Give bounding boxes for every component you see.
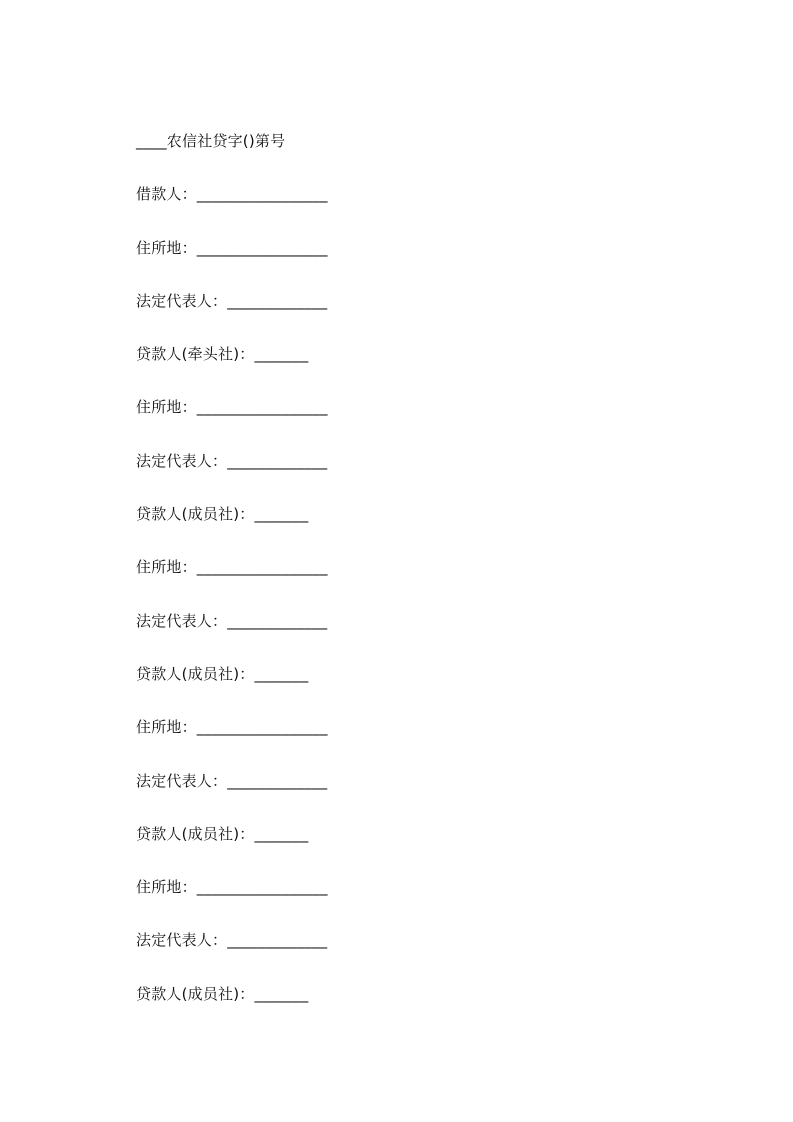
member-lender-3-field: 贷款人(成员社)：_______ <box>136 824 309 843</box>
borrower-address-field: 住所地：_________________ <box>136 238 328 257</box>
member-lender-1-line <box>136 501 696 554</box>
lead-lender-legal-rep-field: 法定代表人：_____________ <box>136 451 328 470</box>
member-lender-3-address-line <box>136 874 696 927</box>
member-lender-3-address-field: 住所地：_________________ <box>136 878 328 897</box>
lead-lender-line <box>136 341 696 394</box>
borrower-address-line <box>136 235 696 288</box>
member-lender-3-line <box>136 821 696 874</box>
lead-lender-address-line <box>136 394 696 447</box>
member-lender-4-field: 贷款人(成员社)：_______ <box>136 984 309 1003</box>
borrower-legal-rep-line <box>136 288 696 341</box>
contract-number-text: ____农信社贷字()第号 <box>136 132 286 150</box>
lead-lender-address-field: 住所地：_________________ <box>136 398 328 417</box>
lead-lender-legal-rep-line <box>136 448 696 501</box>
member-lender-1-address-field: 住所地：_________________ <box>136 558 328 577</box>
member-lender-2-field: 贷款人(成员社)：_______ <box>136 664 309 683</box>
member-lender-1-address-line <box>136 554 696 607</box>
member-lender-2-legal-rep-field: 法定代表人：_____________ <box>136 771 328 790</box>
member-lender-4-line <box>136 981 696 1034</box>
borrower-legal-rep-field: 法定代表人：_____________ <box>136 291 328 310</box>
member-lender-2-legal-rep-line <box>136 768 696 821</box>
member-lender-1-field: 贷款人(成员社)：_______ <box>136 505 309 524</box>
member-lender-3-legal-rep-field: 法定代表人：_____________ <box>136 931 328 950</box>
member-lender-2-address-line <box>136 714 696 767</box>
borrower-line <box>136 181 696 234</box>
member-lender-1-legal-rep-line <box>136 608 696 661</box>
lead-lender-field: 贷款人(牵头社)：_______ <box>136 345 309 364</box>
borrower-field: 借款人：_________________ <box>136 185 328 204</box>
member-lender-1-legal-rep-field: 法定代表人：_____________ <box>136 611 328 630</box>
member-lender-2-address-field: 住所地：_________________ <box>136 718 328 737</box>
document-body <box>136 128 696 1034</box>
member-lender-2-line <box>136 661 696 714</box>
contract-number-line <box>136 128 696 181</box>
member-lender-3-legal-rep-line <box>136 927 696 980</box>
